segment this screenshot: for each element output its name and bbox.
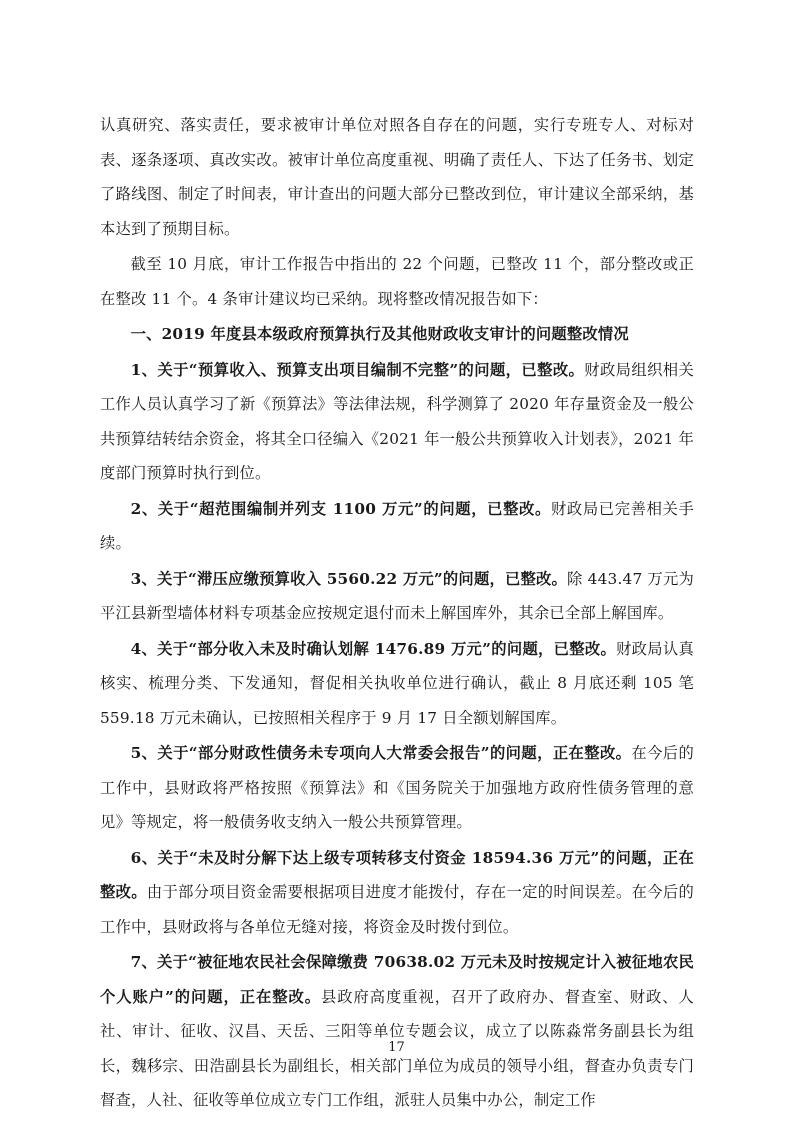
paragraph-heading-run: 一、2019 年度县本级政府预算执行及其他财政收支审计的问题整改情况 <box>130 325 629 343</box>
page-number: 17 <box>388 1040 405 1055</box>
paragraph-text-run: 除 443.47 万元为平江县新型墙体材料专项基金应按规定退付而未上解国库外，其余已全部上解国库。 <box>100 569 694 622</box>
paragraph <box>100 353 694 491</box>
paragraph <box>100 736 694 840</box>
paragraph-heading-run: 7、关于“被征地农民社会保障缴费 70638.02 万元未及时按规定计入被征地农民个人账户”的问题，正在整改。 <box>100 953 694 1006</box>
paragraph <box>100 841 694 945</box>
paragraph-text-run: 财政局已完善相关手续。 <box>100 499 694 552</box>
paragraph-text-run: 县政府高度重视，召开了政府办、督查室、财政、人社、审计、征收、汉昌、天岳、三阳等单位专题会议，成立了以陈淼常务副县长为组长，魏移宗、田浩副县长为副组长，相关部门单位为成员的领导小组，督查办负责专门督查，人社、征收等单位成立专门工作组，派驻人员集中办公，制定工作 <box>100 987 694 1109</box>
document-body <box>100 108 694 1119</box>
paragraph-heading-run: 5、关于“部分财政性债务未专项向人大常委会报告”的问题，正在整改。 <box>130 744 632 762</box>
paragraph <box>100 247 694 316</box>
paragraph <box>100 492 694 561</box>
paragraph-heading-run: 1、关于“预算收入、预算支出项目编制不完整”的问题，已整改。 <box>130 360 585 379</box>
paragraph-text-run: 财政局组织相关工作人员认真学习了新《预算法》等法律法规，科学测算了 2020 年存量资金及一般公共预算结转结余资金，将其全口径编入《2021 年一般公共预算收入计划表》，2021 年度部门预算时执行到位。 <box>100 360 694 482</box>
paragraph <box>100 108 694 246</box>
paragraph-heading-run: 3、关于“滞压应缴预算收入 5560.22 万元”的问题，已整改。 <box>130 569 568 588</box>
paragraph-text-run: 由于部分项目资金需要根据项目进度才能拨付，存在一定的时间误差。在今后的工作中，县财政将与各单位无缝对接，将资金及时拨付到位。 <box>100 883 694 936</box>
paragraph-text-run: 在今后的工作中，县财政将严格按照《预算法》和《国务院关于加强地方政府性债务管理的意见》等规定，将一般债务收支纳入一般公共预算管理。 <box>100 744 695 831</box>
paragraph <box>100 317 694 352</box>
paragraph-heading-run: 6、关于“未及时分解下达上级专项转移支付资金 18594.36 万元”的问题，正在整改。 <box>100 848 694 901</box>
paragraph-text-run: 截至 10 月底，审计工作报告中指出的 22 个问题，已整改 11 个，部分整改或正在整改 11 个。4 条审计建议均已采纳。现将整改情况报告如下： <box>100 255 694 308</box>
paragraph <box>100 632 694 736</box>
paragraph-heading-run: 4、关于“部分收入未及时确认划解 1476.89 万元”的问题，已整改。 <box>130 639 617 658</box>
paragraph-heading-run: 2、关于“超范围编制并列支 1100 万元”的问题，已整改。 <box>130 499 551 518</box>
paragraph <box>100 562 694 631</box>
paragraph <box>100 945 694 1118</box>
paragraph-text-run: 认真研究、落实责任，要求被审计单位对照各自存在的问题，实行专班专人、对标对表、逐条逐项、真改实改。被审计单位高度重视、明确了责任人、下达了任务书、划定了路线图、制定了时间表，审计查出的问题大部分已整改到位，审计建议全部采纳，基本达到了预期目标。 <box>100 116 694 238</box>
paragraph-text-run: 财政局认真核实、梳理分类、下发通知，督促相关执收单位进行确认，截止 8 月底还剩 105 笔 559.18 万元未确认，已按照相关程序于 9 月 17 日全额划解国库。 <box>100 639 694 727</box>
